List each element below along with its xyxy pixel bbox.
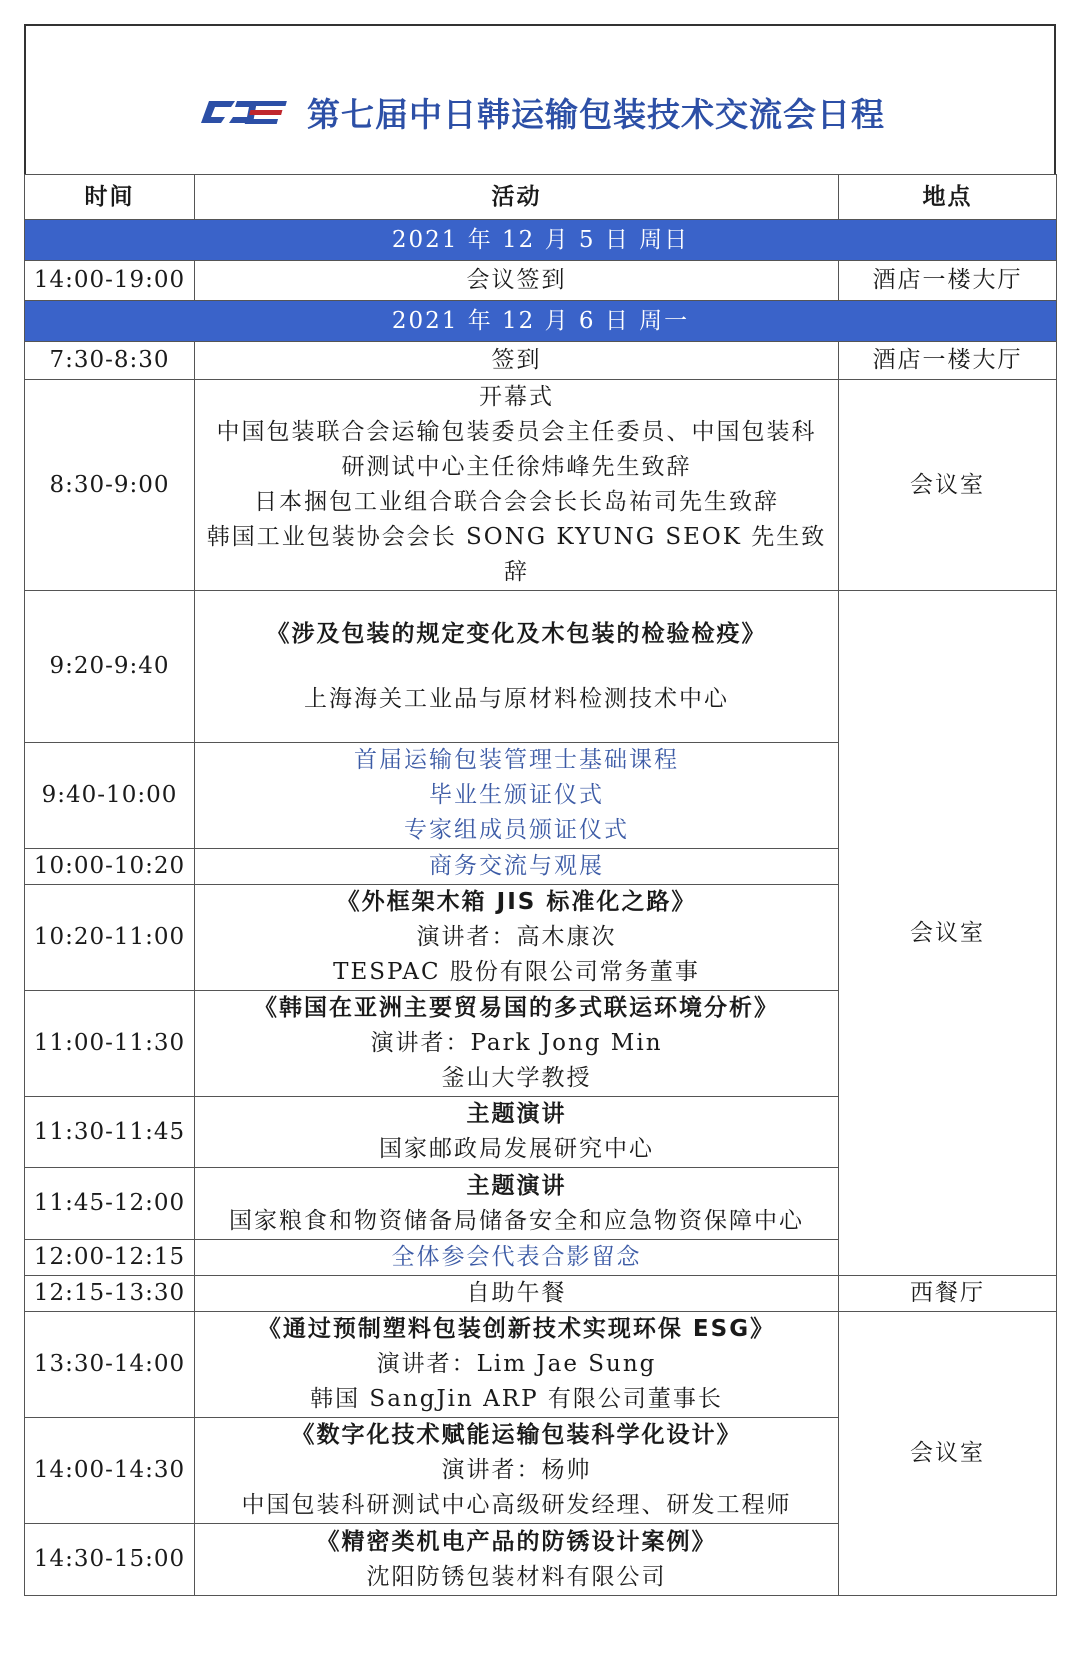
talk-title: 《涉及包装的规定变化及木包装的检验检疫》 <box>266 620 767 647</box>
time-cell: 7:30-8:30 <box>25 342 195 380</box>
venue-cell: 会议室 <box>839 1312 1057 1596</box>
activity-cell: 会议签到 <box>195 261 839 301</box>
activity-cell <box>195 991 839 1097</box>
activity-cell <box>195 1418 839 1524</box>
time-cell: 9:20-9:40 <box>25 591 195 743</box>
table-header-row <box>25 175 1057 220</box>
date-label: 2021 年 12 月 6 日 周一 <box>25 301 1057 342</box>
venue-cell: 酒店一楼大厅 <box>839 261 1057 301</box>
time-cell: 10:00-10:20 <box>25 849 195 885</box>
time-cell: 13:30-14:00 <box>25 1312 195 1418</box>
activity-line: 开幕式 <box>479 384 554 410</box>
activity-line: 日本捆包工业组合联合会会长长岛祐司先生致辞 <box>254 489 779 515</box>
activity-cell <box>195 885 839 991</box>
time-cell: 11:30-11:45 <box>25 1097 195 1168</box>
activity-cell <box>195 1312 839 1418</box>
talk-org: 韩国 SangJin ARP 有限公司董事长 <box>310 1386 723 1412</box>
activity-line: 首届运输包装管理士基础课程 <box>354 747 679 773</box>
title-box <box>24 24 1056 174</box>
table-row <box>25 261 1057 301</box>
title-row <box>26 82 1054 142</box>
table-row <box>25 591 1057 743</box>
talk-org: 国家邮政局发展研究中心 <box>379 1136 654 1162</box>
talk-title: 主题演讲 <box>466 1101 567 1127</box>
time-cell: 12:15-13:30 <box>25 1276 195 1312</box>
talk-org: TESPAC 股份有限公司常务董事 <box>333 959 700 985</box>
time-cell: 8:30-9:00 <box>25 380 195 591</box>
activity-cell <box>195 743 839 849</box>
talk-speaker: 演讲者：Lim Jae Sung <box>376 1351 657 1377</box>
time-cell: 12:00-12:15 <box>25 1240 195 1276</box>
activity-line: 中国包装联合会运输包装委员会主任委员、中国包装科 <box>216 419 817 445</box>
activity-cell <box>195 1524 839 1596</box>
table-row <box>25 342 1057 380</box>
talk-title: 《韩国在亚洲主要贸易国的多式联运环境分析》 <box>254 995 779 1021</box>
table-row <box>25 380 1057 591</box>
date-row-day1 <box>25 220 1057 261</box>
activity-cell: 自助午餐 <box>195 1276 839 1312</box>
talk-org: 上海海关工业品与原材料检测技术中心 <box>304 685 729 712</box>
activity-line: 研测试中心主任徐炜峰先生致辞 <box>341 454 692 480</box>
venue-cell: 会议室 <box>839 591 1057 1276</box>
talk-title: 《外框架木箱 JIS 标准化之路》 <box>336 889 697 915</box>
activity-cell <box>195 1097 839 1168</box>
column-header-activity: 活动 <box>195 175 839 220</box>
activity-cell: 全体参会代表合影留念 <box>195 1240 839 1276</box>
talk-speaker: 演讲者：杨帅 <box>441 1457 592 1483</box>
venue-cell: 西餐厅 <box>839 1276 1057 1312</box>
time-cell: 11:00-11:30 <box>25 991 195 1097</box>
talk-org: 釜山大学教授 <box>441 1065 592 1091</box>
activity-line: 韩国工业包装协会会长 SONG KYUNG SEOK 先生致辞 <box>206 524 827 585</box>
time-cell: 10:20-11:00 <box>25 885 195 991</box>
ccpjk-logo-icon <box>195 93 291 131</box>
time-cell: 14:30-15:00 <box>25 1524 195 1596</box>
time-cell: 14:00-19:00 <box>25 261 195 301</box>
page-title: 第七届中日韩运输包装技术交流会日程 <box>307 94 885 134</box>
venue-cell: 会议室 <box>839 380 1057 591</box>
talk-org: 沈阳防锈包装材料有限公司 <box>366 1563 667 1590</box>
table-row <box>25 1276 1057 1312</box>
activity-cell <box>195 380 839 591</box>
date-row-day2 <box>25 301 1057 342</box>
column-header-time: 时间 <box>25 175 195 220</box>
venue-cell: 酒店一楼大厅 <box>839 342 1057 380</box>
column-header-venue: 地点 <box>839 175 1057 220</box>
time-cell: 14:00-14:30 <box>25 1418 195 1524</box>
time-cell: 9:40-10:00 <box>25 743 195 849</box>
time-cell: 11:45-12:00 <box>25 1168 195 1240</box>
activity-cell <box>195 1168 839 1240</box>
talk-title: 主题演讲 <box>466 1172 567 1199</box>
spacer <box>199 652 834 682</box>
talk-speaker: 演讲者：高木康次 <box>416 924 617 950</box>
activity-line: 毕业生颁证仪式 <box>429 782 604 808</box>
activity-line: 专家组成员颁证仪式 <box>404 817 629 843</box>
date-label: 2021 年 12 月 5 日 周日 <box>25 220 1057 261</box>
talk-org: 中国包装科研测试中心高级研发经理、研发工程师 <box>241 1492 792 1518</box>
schedule-table <box>24 174 1057 1596</box>
activity-cell <box>195 591 839 743</box>
activity-cell: 商务交流与观展 <box>195 849 839 885</box>
activity-cell: 签到 <box>195 342 839 380</box>
talk-speaker: 演讲者：Park Jong Min <box>370 1030 663 1056</box>
talk-title: 《精密类机电产品的防锈设计案例》 <box>316 1528 717 1555</box>
talk-title: 《通过预制塑料包装创新技术实现环保 ESG》 <box>257 1316 776 1342</box>
talk-title: 《数字化技术赋能运输包装科学化设计》 <box>291 1422 742 1448</box>
table-row <box>25 1312 1057 1418</box>
talk-org: 国家粮食和物资储备局储备安全和应急物资保障中心 <box>229 1207 804 1234</box>
